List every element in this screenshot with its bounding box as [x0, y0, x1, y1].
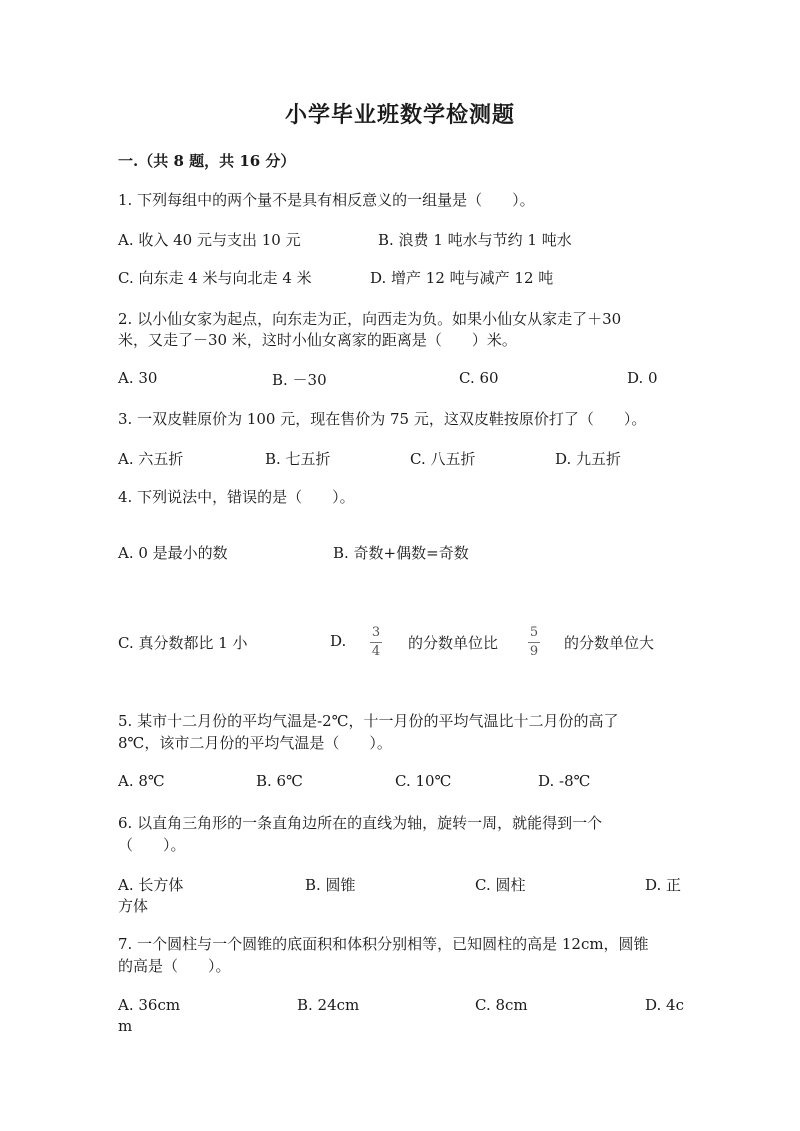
fraction-bar — [528, 642, 540, 643]
q2-option-b: B. －30 — [272, 371, 327, 389]
section-heading: 一.（共 8 题，共 16 分） — [118, 152, 296, 170]
q4-option-d-label: D. — [330, 632, 347, 650]
question-2-stem-line-2: 米，又走了－30 米，这时小仙女离家的距离是（ ）米。 — [118, 331, 517, 349]
q7-option-d-wrap: m — [118, 1017, 133, 1035]
question-6-stem-line-1: 6. 以直角三角形的一条直角边所在的直线为轴，旋转一周，就能得到一个 — [118, 814, 603, 832]
question-5-stem-line-2: 8℃，该市二月份的平均气温是（ ）。 — [118, 734, 392, 752]
fraction-numerator: 3 — [371, 625, 381, 640]
q5-option-b: B. 6℃ — [256, 772, 303, 790]
fraction-bar — [370, 642, 382, 643]
q2-option-c: C. 60 — [459, 369, 499, 387]
question-3-stem: 3. 一双皮鞋原价为 100 元，现在售价为 75 元，这双皮鞋按原价打了（ ）。 — [118, 410, 647, 428]
q5-option-a: A. 8℃ — [118, 772, 165, 790]
q6-option-d-wrap: 方体 — [118, 897, 149, 915]
q4-option-b: B. 奇数+偶数=奇数 — [333, 544, 469, 562]
q5-option-d: D. -8℃ — [538, 772, 591, 790]
question-4-stem: 4. 下列说法中，错误的是（ ）。 — [118, 488, 355, 506]
question-5-stem-line-1: 5. 某市十二月份的平均气温是-2℃，十一月份的平均气温比十二月份的高了 — [118, 712, 619, 730]
fraction-five-ninths — [528, 626, 540, 659]
q4-option-c: C. 真分数都比 1 小 — [118, 634, 248, 652]
q1-option-c: C. 向东走 4 米与向北走 4 米 — [118, 269, 312, 287]
q1-option-d: D. 增产 12 吨与减产 12 吨 — [370, 269, 554, 287]
q1-option-b: B. 浪费 1 吨水与节约 1 吨水 — [378, 231, 572, 249]
fraction-denominator: 4 — [371, 644, 381, 659]
q3-option-d: D. 九五折 — [555, 450, 622, 468]
fraction-numerator: 5 — [529, 625, 539, 640]
q7-option-b: B. 24cm — [297, 996, 360, 1014]
q2-option-a: A. 30 — [118, 369, 158, 387]
q3-option-c: C. 八五折 — [410, 450, 476, 468]
q4-option-d-text-1: 的分数单位比 — [408, 634, 499, 652]
q7-option-c: C. 8cm — [475, 996, 528, 1014]
fraction-denominator: 9 — [529, 644, 539, 659]
q6-option-d: D. 正 — [645, 876, 682, 894]
fraction-three-quarters — [370, 626, 382, 659]
q5-option-c: C. 10℃ — [395, 772, 452, 790]
page-title: 小学毕业班数学检测题 — [284, 102, 515, 128]
q7-option-d: D. 4c — [645, 996, 684, 1014]
question-6-stem-line-2: （ ）。 — [118, 836, 186, 854]
q4-option-a: A. 0 是最小的数 — [118, 544, 228, 562]
q2-option-d: D. 0 — [627, 369, 658, 387]
q6-option-a: A. 长方体 — [118, 876, 184, 894]
question-7-stem-line-1: 7. 一个圆柱与一个圆锥的底面积和体积分别相等，已知圆柱的高是 12cm，圆锥 — [118, 935, 649, 953]
q3-option-a: A. 六五折 — [118, 450, 184, 468]
question-7-stem-line-2: 的高是（ ）。 — [118, 957, 231, 975]
q3-option-b: B. 七五折 — [265, 450, 331, 468]
q1-option-a: A. 收入 40 元与支出 10 元 — [118, 231, 301, 249]
q6-option-b: B. 圆锥 — [305, 876, 356, 894]
question-1-stem: 1. 下列每组中的两个量不是具有相反意义的一组量是（ ）。 — [118, 191, 535, 209]
q4-option-d-text-2: 的分数单位大 — [564, 634, 655, 652]
question-2-stem-line-1: 2. 以小仙女家为起点，向东走为正，向西走为负。如果小仙女从家走了＋30 — [118, 310, 622, 328]
q6-option-c: C. 圆柱 — [475, 876, 526, 894]
q7-option-a: A. 36cm — [118, 996, 181, 1014]
